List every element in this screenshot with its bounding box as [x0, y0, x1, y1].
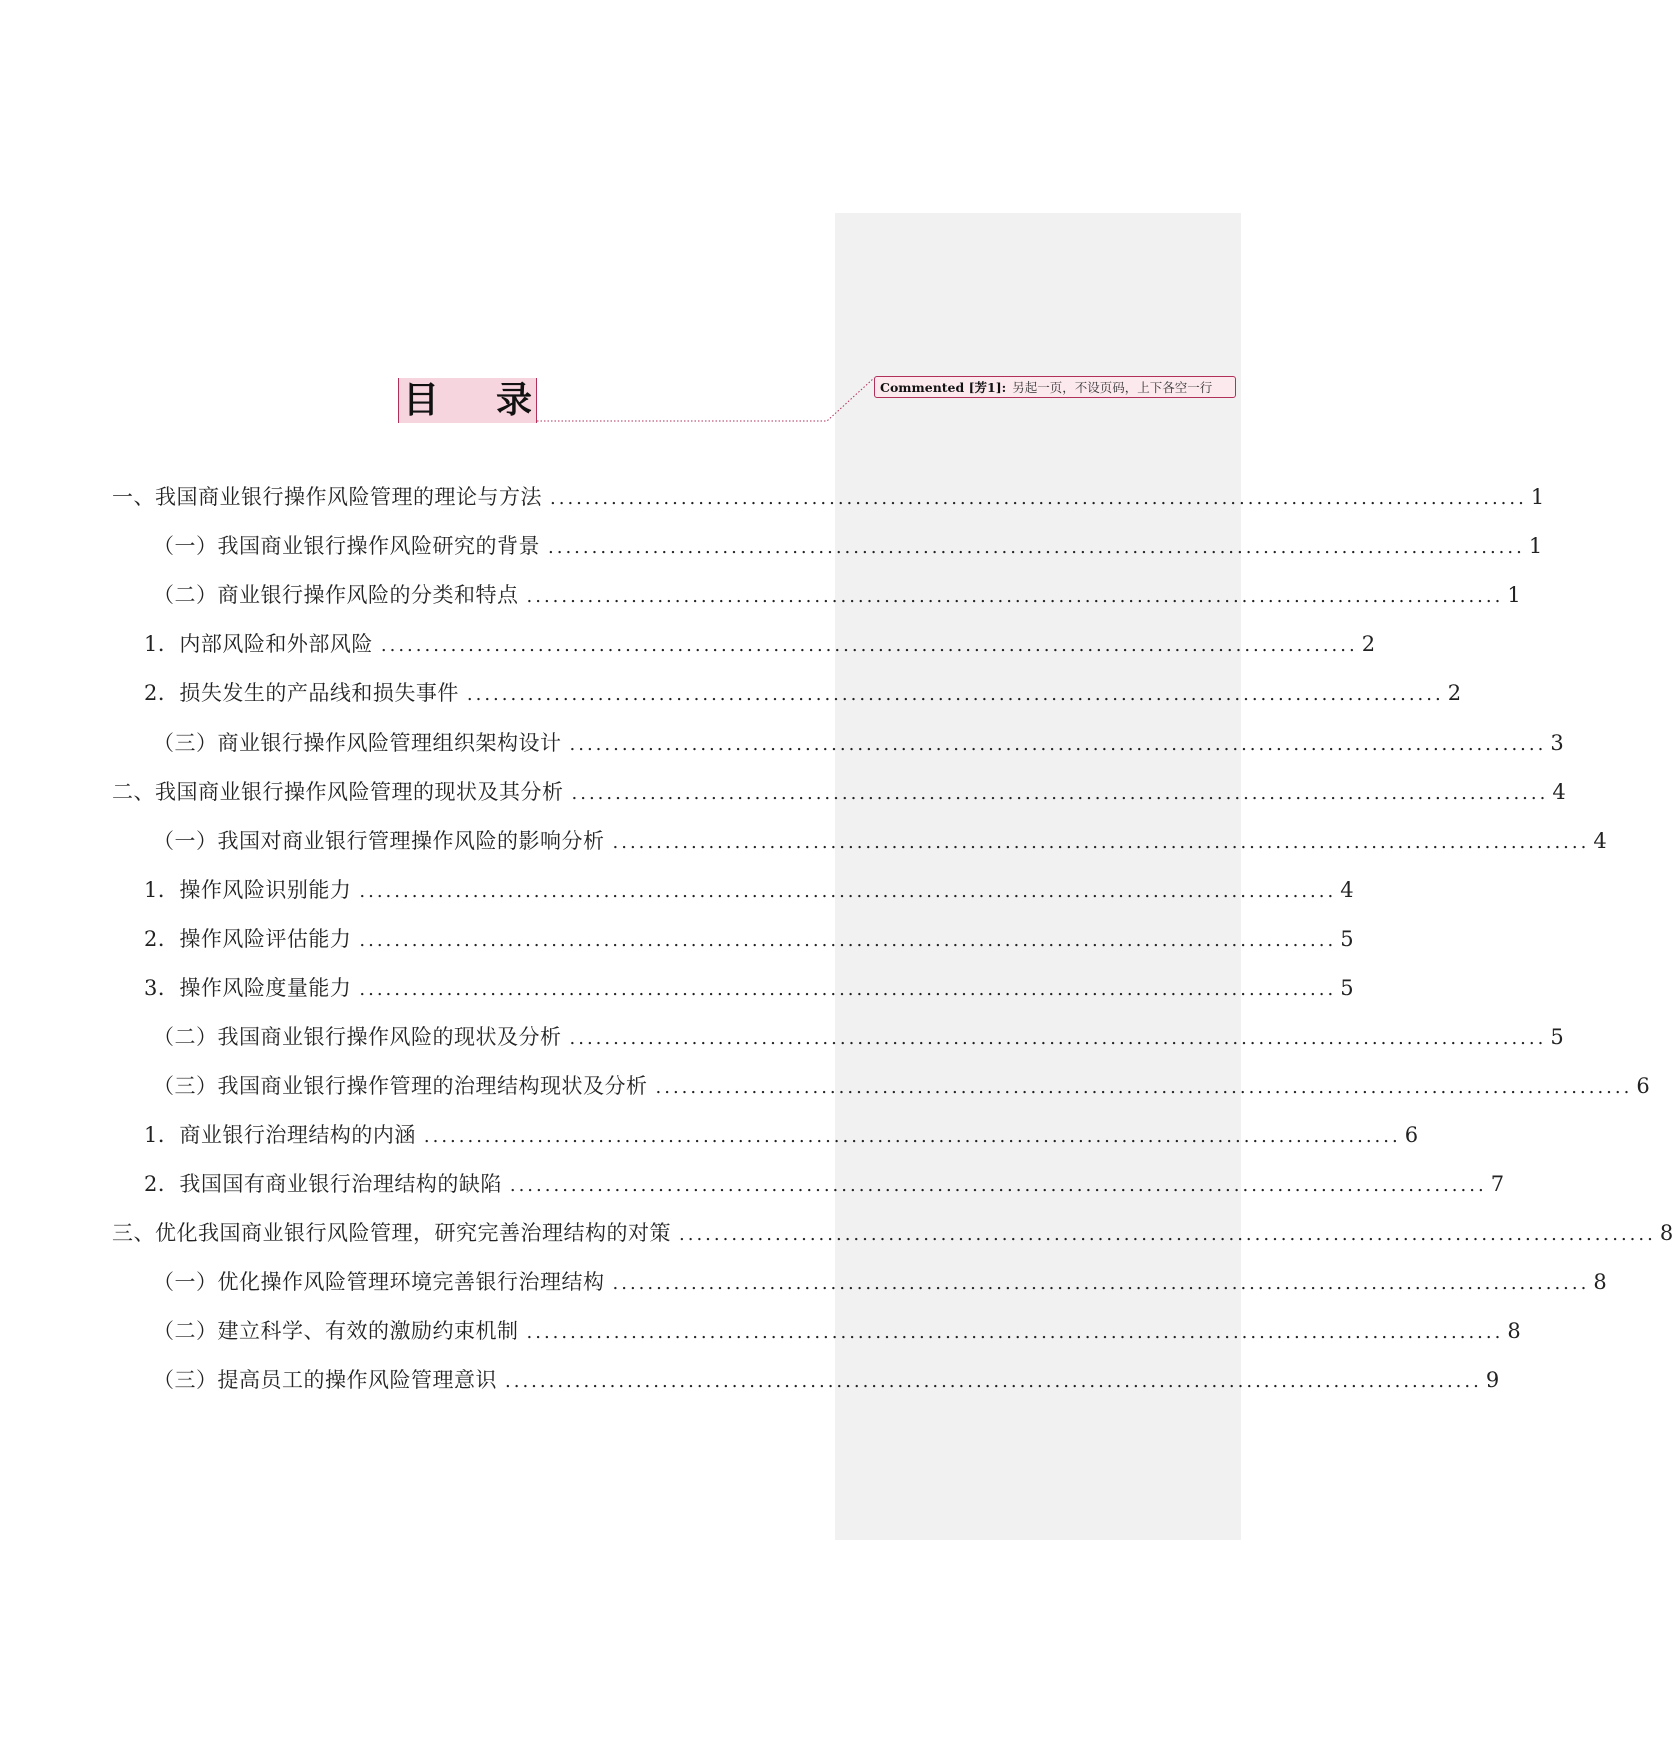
toc-page-number: 3 — [1550, 731, 1564, 755]
toc-entry-text: 1．商业银行治理结构的内涵 — [144, 1123, 416, 1147]
toc-dot-leader: ................................................................................................................ — [679, 1224, 1656, 1245]
toc-entry-text: 1．操作风险识别能力 — [144, 878, 352, 902]
toc-title-char-1: 目 — [403, 379, 440, 421]
toc-entry[interactable] — [153, 579, 1521, 611]
toc-entry[interactable] — [144, 1168, 1505, 1200]
toc-entry[interactable] — [112, 776, 1566, 808]
toc-dot-leader: ................................................................................................................ — [505, 1371, 1482, 1392]
toc-dot-leader: ................................................................................................................ — [550, 488, 1527, 509]
toc-page-number: 5 — [1550, 1025, 1564, 1049]
toc-dot-leader: ................................................................................................................ — [359, 881, 1337, 902]
toc-entry[interactable] — [144, 923, 1354, 955]
toc-page-number: 4 — [1593, 829, 1607, 853]
toc-page-number: 8 — [1507, 1319, 1521, 1343]
toc-entry-text: （三）商业银行操作风险管理组织架构设计 — [153, 731, 562, 755]
toc-dot-leader: ................................................................................................................ — [526, 586, 1504, 607]
toc-page-number: 8 — [1593, 1270, 1607, 1294]
toc-entry-text: （一）我国商业银行操作风险研究的背景 — [153, 534, 540, 558]
toc-page-number: 8 — [1659, 1221, 1673, 1245]
toc-entry-text: 3．操作风险度量能力 — [144, 976, 352, 1000]
toc-entry[interactable] — [153, 1070, 1650, 1102]
toc-page-number: 4 — [1340, 878, 1354, 902]
toc-entry[interactable] — [144, 628, 1376, 660]
toc-dot-leader: ................................................................................................................ — [509, 1175, 1487, 1196]
toc-entry[interactable] — [112, 1217, 1673, 1249]
toc-dot-leader: ................................................................................................................ — [423, 1126, 1401, 1147]
toc-entry-text: 2．操作风险评估能力 — [144, 927, 352, 951]
toc-dot-leader: ................................................................................................................ — [612, 832, 1590, 853]
toc-page-number: 6 — [1636, 1074, 1650, 1098]
toc-entry[interactable] — [153, 825, 1607, 857]
toc-entry-text: （一）我国对商业银行管理操作风险的影响分析 — [153, 829, 605, 853]
toc-entry[interactable] — [144, 874, 1354, 906]
toc-page-number: 1 — [1528, 534, 1543, 558]
toc-dot-leader: ................................................................................................................ — [569, 734, 1547, 755]
toc-entry[interactable] — [153, 727, 1564, 759]
toc-dot-leader: ................................................................................................................ — [466, 684, 1444, 705]
toc-title-char-2: 录 — [495, 379, 532, 421]
toc-dot-leader: ................................................................................................................ — [571, 783, 1549, 804]
toc-page-number: 2 — [1447, 681, 1462, 705]
toc-entry[interactable] — [144, 972, 1354, 1004]
toc-dot-leader: ................................................................................................................ — [612, 1273, 1590, 1294]
toc-page-number: 4 — [1552, 780, 1566, 804]
toc-entry-text: （一）优化操作风险管理环境完善银行治理结构 — [153, 1270, 605, 1294]
toc-page-number: 6 — [1404, 1123, 1419, 1147]
toc-page-number: 1 — [1530, 485, 1545, 509]
toc-page-number: 1 — [1507, 583, 1521, 607]
toc-entry[interactable] — [112, 481, 1545, 513]
toc-entry-text: （二）建立科学、有效的激励约束机制 — [153, 1319, 519, 1343]
toc-dot-leader: ................................................................................................................ — [569, 1028, 1547, 1049]
toc-entry-text: （三）提高员工的操作风险管理意识 — [153, 1368, 497, 1392]
toc-dot-leader: ................................................................................................................ — [526, 1322, 1504, 1343]
toc-entry-text: 2．我国国有商业银行治理结构的缺陷 — [144, 1172, 502, 1196]
toc-entry-text: 一、我国商业银行操作风险管理的理论与方法 — [112, 485, 542, 509]
toc-dot-leader: ................................................................................................................ — [655, 1077, 1633, 1098]
toc-entry-text: 二、我国商业银行操作风险管理的现状及其分析 — [112, 780, 564, 804]
comment-balloon[interactable] — [874, 376, 1236, 398]
toc-entry-text: 1．内部风险和外部风险 — [144, 632, 373, 656]
toc-entry[interactable] — [153, 1315, 1521, 1347]
toc-entry[interactable] — [153, 1266, 1607, 1298]
toc-dot-leader: ................................................................................................................ — [359, 979, 1337, 1000]
toc-page-number: 5 — [1340, 976, 1354, 1000]
toc-entry[interactable] — [144, 677, 1462, 709]
toc-page-number: 7 — [1490, 1172, 1505, 1196]
toc-dot-leader: ................................................................................................................ — [380, 635, 1358, 656]
toc-entry[interactable] — [153, 530, 1543, 562]
comment-author: Commented [芳1]: — [880, 380, 1007, 395]
toc-entry-text: （三）我国商业银行操作管理的治理结构现状及分析 — [153, 1074, 648, 1098]
toc-page-number: 5 — [1340, 927, 1354, 951]
comment-text: 另起一页，不设页码，上下各空一行 — [1012, 380, 1213, 395]
toc-dot-leader: ................................................................................................................ — [548, 537, 1525, 558]
toc-dot-leader: ................................................................................................................ — [359, 930, 1337, 951]
toc-entry-text: （二）我国商业银行操作风险的现状及分析 — [153, 1025, 562, 1049]
toc-entry[interactable] — [153, 1021, 1564, 1053]
toc-page-number: 2 — [1361, 632, 1376, 656]
toc-entry-text: 三、优化我国商业银行风险管理，研究完善治理结构的对策 — [112, 1221, 671, 1245]
toc-entry-text: 2．损失发生的产品线和损失事件 — [144, 681, 459, 705]
toc-entry-text: （二）商业银行操作风险的分类和特点 — [153, 583, 519, 607]
toc-page-number: 9 — [1485, 1368, 1500, 1392]
toc-entry[interactable] — [144, 1119, 1419, 1151]
toc-entry[interactable] — [153, 1364, 1500, 1396]
